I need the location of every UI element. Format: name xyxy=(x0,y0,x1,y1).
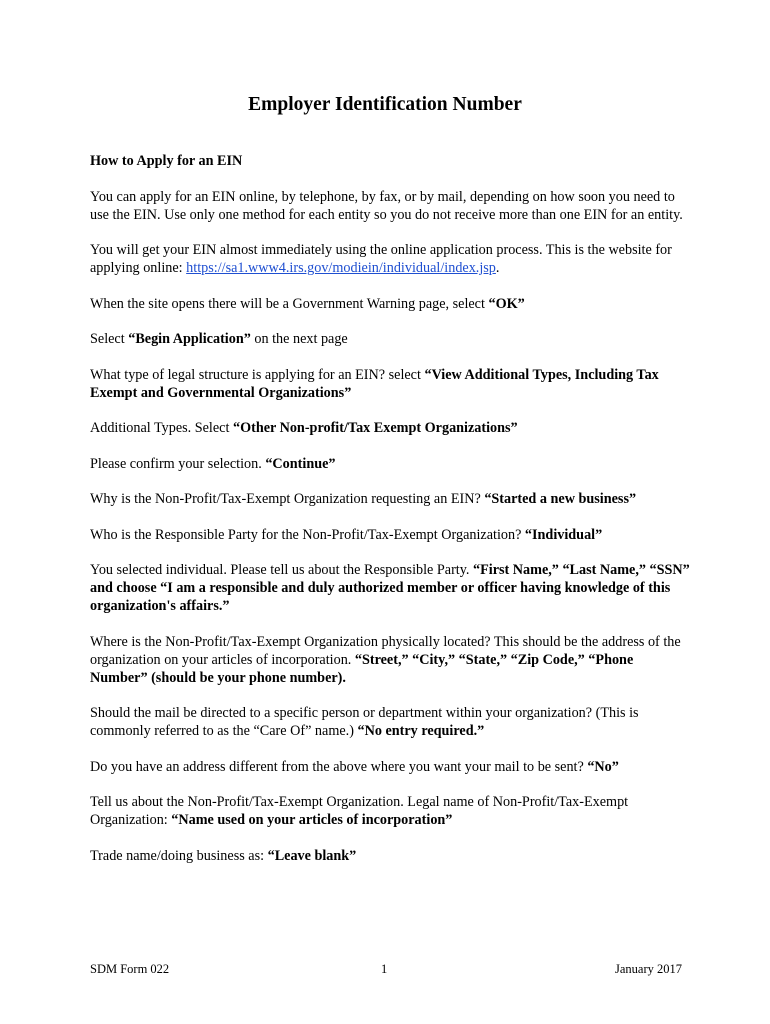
paragraph-physical-location xyxy=(90,633,690,687)
paragraph-text-end: on the next page xyxy=(250,331,348,347)
paragraph-text-end: . xyxy=(495,260,500,276)
paragraph-legal-structure xyxy=(90,366,690,402)
instruction-bold: “No entry required.” xyxy=(357,723,485,739)
instruction-bold: “Continue” xyxy=(265,455,336,472)
instruction-bold: “First Name,” “Last Name,” “SSN” and choose “I am a responsible and duly authorized member or officer having knowledge of this organization's affairs.” xyxy=(90,562,690,614)
paragraph-reason xyxy=(90,490,690,508)
instruction-bold: “View Additional Types, Including Tax Exempt and Governmental Organizations” xyxy=(90,366,659,401)
paragraph-additional-types xyxy=(90,419,690,437)
paragraph-text: Who is the Responsible Party for the Non-Profit/Tax-Exempt Organization? xyxy=(90,526,525,543)
paragraph-text: Should the mail be directed to a specific person or department within your organization? (This is commonly referred to as the “Care Of” name.) xyxy=(90,705,639,739)
paragraph-text: Do you have an address different from the above where you want your mail to be sent? xyxy=(90,758,588,775)
paragraph-government-warning xyxy=(90,295,690,313)
footer-page-number: 1 xyxy=(381,962,388,976)
paragraph-legal-name xyxy=(90,793,690,829)
paragraph-begin-application xyxy=(90,330,690,348)
instruction-bold: “Street,” “City,” “State,” “Zip Code,” “Phone Number” (should be your phone number). xyxy=(90,651,634,686)
paragraph-text: What type of legal structure is applying for an EIN? select xyxy=(90,366,425,383)
instruction-bold: “No” xyxy=(587,758,619,775)
paragraph-text: Please confirm your selection. xyxy=(90,455,266,472)
paragraph-text: Tell us about the Non-Profit/Tax-Exempt Organization. Legal name of Non-Profit/Tax-Exempt Organization: xyxy=(90,794,629,828)
paragraph-responsible-party xyxy=(90,526,690,544)
instruction-bold: “OK” xyxy=(488,295,525,312)
paragraph-apply-methods: You can apply for an EIN online, by telephone, by fax, or by mail, depending on how soon you need to use the EIN. Use only one method for each entity so you do not receive more than one EIN for an entity. xyxy=(90,188,683,223)
instruction-bold: “Begin Application” xyxy=(128,331,251,347)
footer-form-number: SDM Form 022 xyxy=(90,962,170,976)
paragraph-text: Where is the Non-Profit/Tax-Exempt Organization physically located? This should be the address of the organization on your articles of incorporation. xyxy=(90,633,681,668)
paragraph-text: Additional Types. Select xyxy=(90,420,233,436)
instruction-bold: “Individual” xyxy=(524,526,603,543)
instruction-bold: “Leave blank” xyxy=(267,847,357,864)
paragraph-responsible-party-details xyxy=(90,561,690,615)
irs-ein-application-link[interactable]: https://sa1.www4.irs.gov/modiein/individual/index.jsp xyxy=(186,260,496,276)
instruction-bold: “Started a new business” xyxy=(484,491,637,507)
instruction-bold: “Name used on your articles of incorporation” xyxy=(171,812,453,828)
paragraph-mailing-address xyxy=(90,758,690,776)
instruction-bold: “Other Non-profit/Tax Exempt Organizations” xyxy=(232,420,518,436)
paragraph-care-of xyxy=(90,704,690,740)
paragraph-online-application xyxy=(90,241,690,277)
paragraph-text: Trade name/doing business as: xyxy=(90,847,268,864)
paragraph-text: Why is the Non-Profit/Tax-Exempt Organization requesting an EIN? xyxy=(90,491,485,507)
document-title: Employer Identification Number xyxy=(248,94,522,115)
footer-date: January 2017 xyxy=(615,962,682,976)
paragraph-text: Select xyxy=(90,331,129,347)
section-heading: How to Apply for an EIN xyxy=(90,153,243,169)
paragraph-text: You selected individual. Please tell us about the Responsible Party. xyxy=(90,562,474,578)
paragraph-trade-name xyxy=(90,847,690,865)
document-body xyxy=(90,152,690,882)
paragraph-text: When the site opens there will be a Government Warning page, select xyxy=(90,295,489,312)
paragraph-confirm-selection xyxy=(90,455,690,473)
paragraph-text: You will get your EIN almost immediately using the online application process. This is the website for applying online: xyxy=(90,242,672,276)
